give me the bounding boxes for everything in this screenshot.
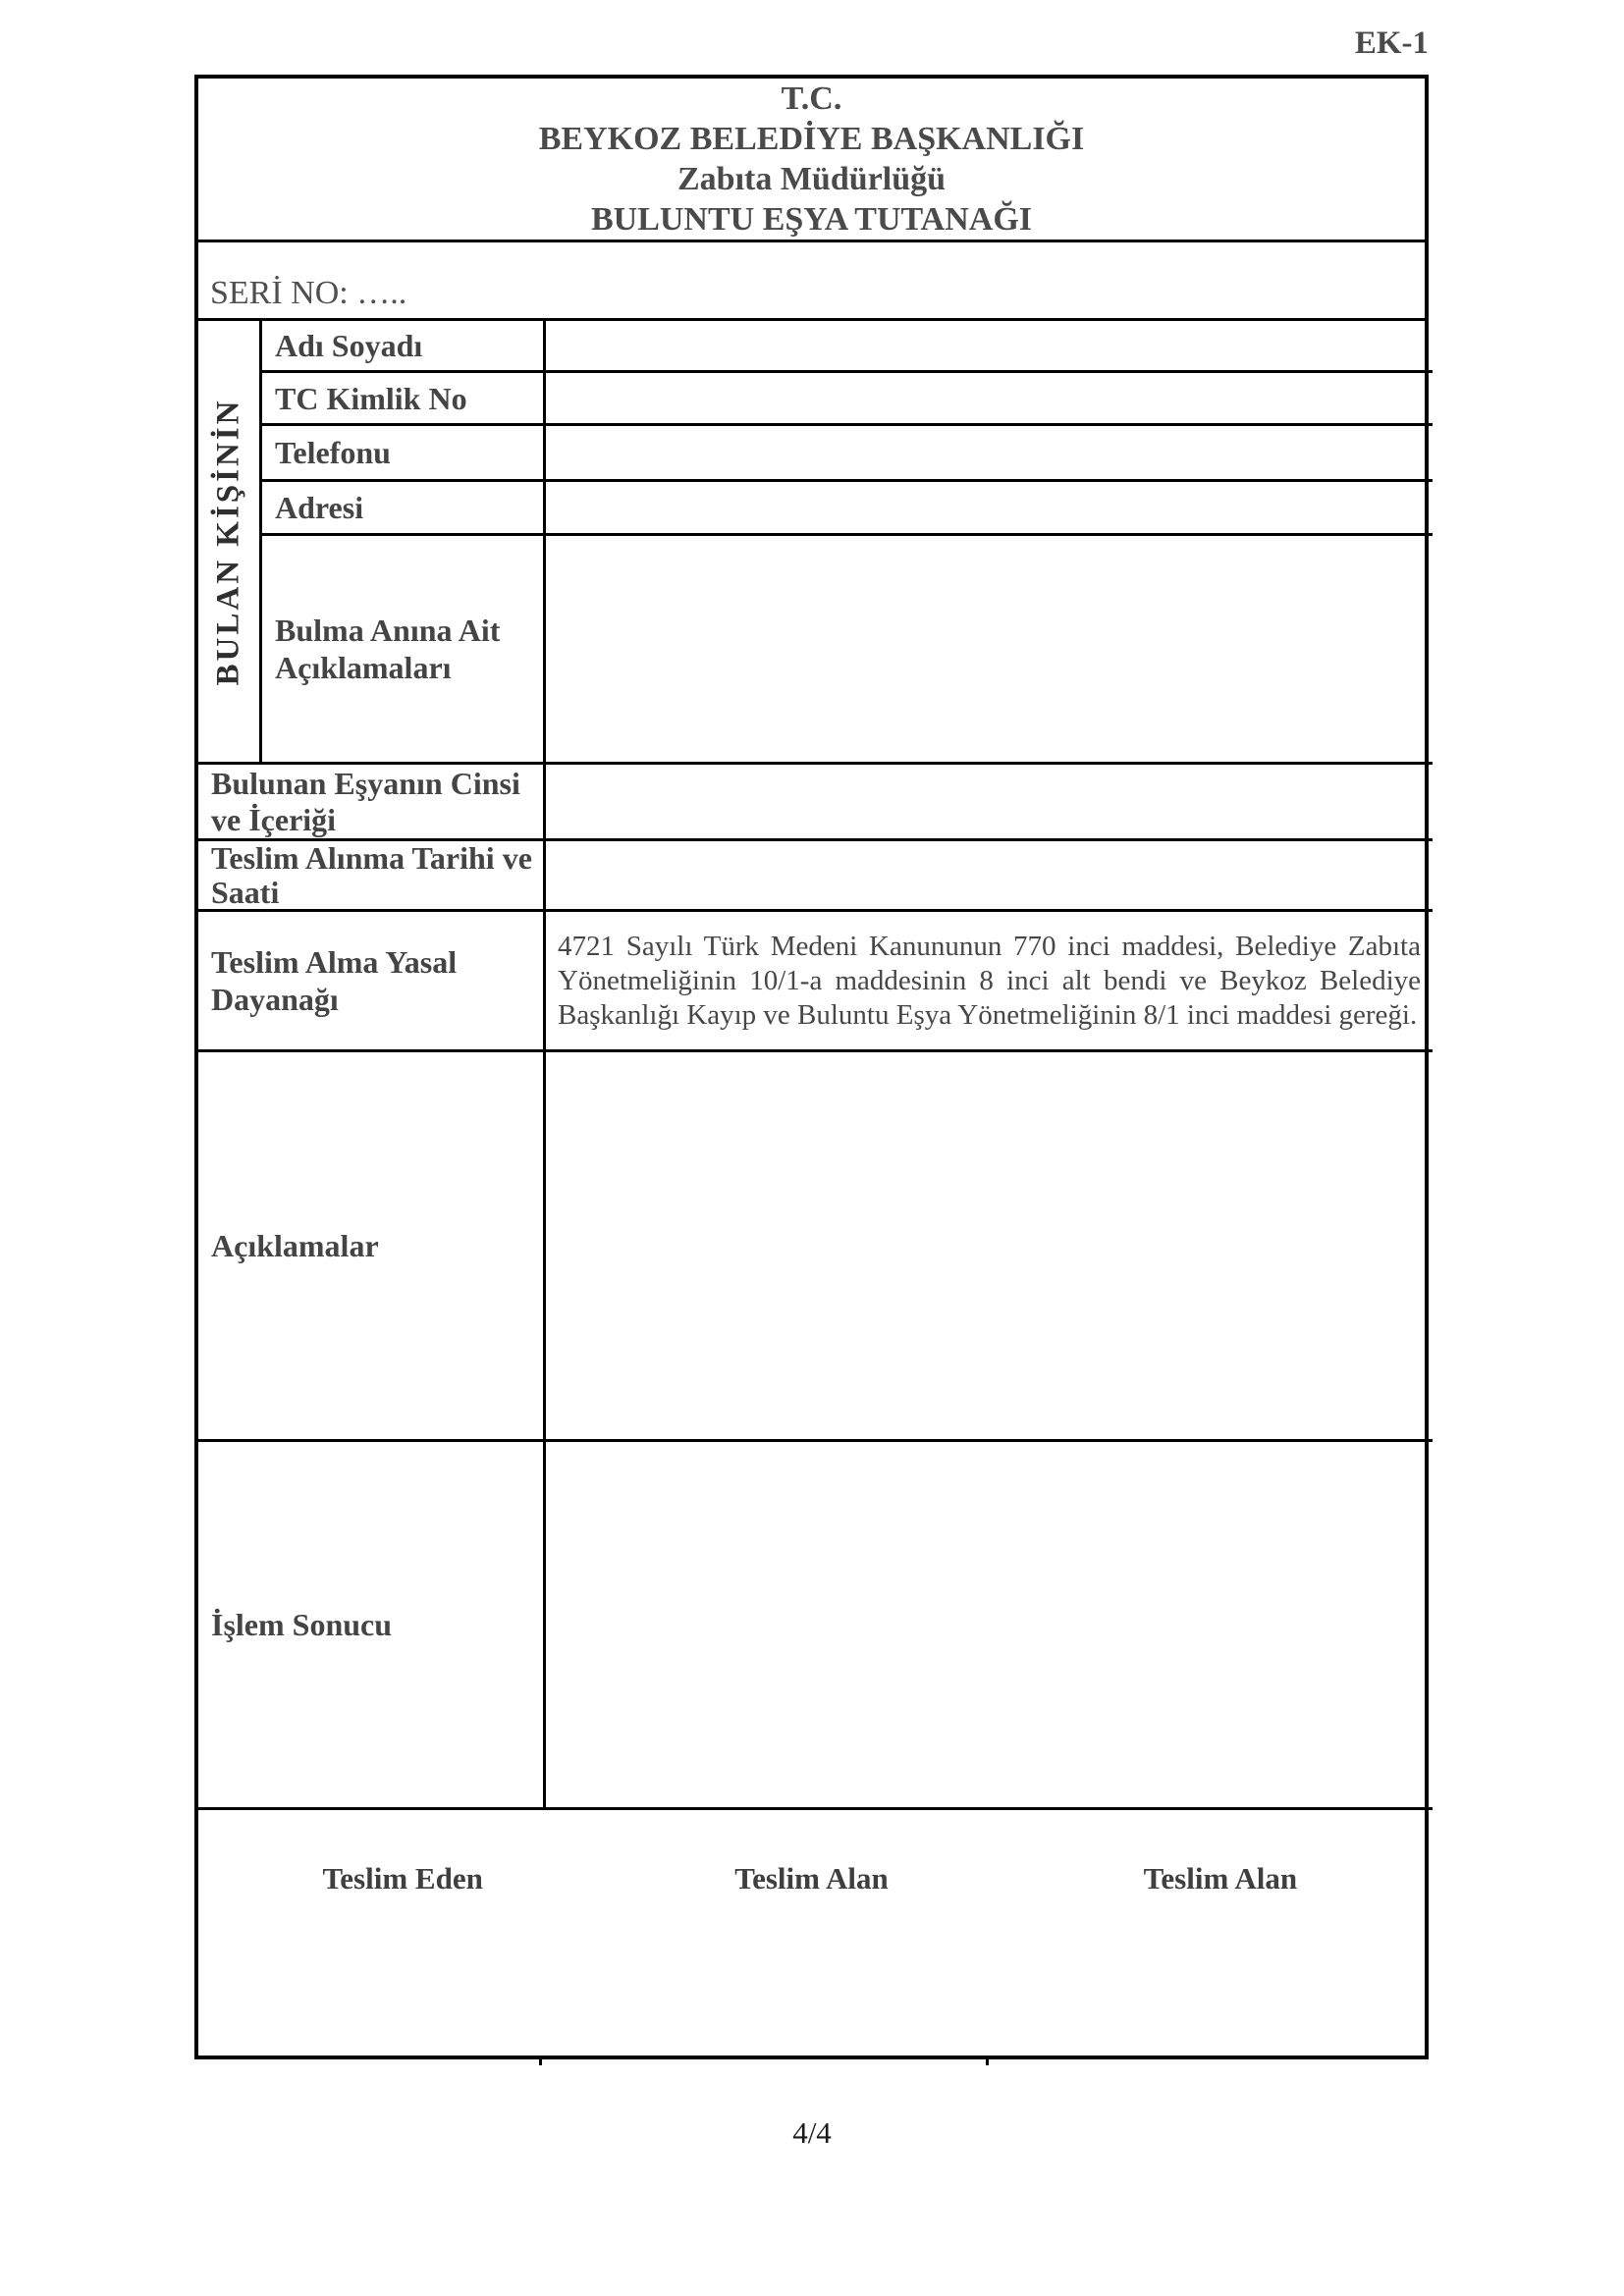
signature-receiver2-label: Teslim Alan <box>1143 1861 1298 1896</box>
form-header <box>198 79 1425 242</box>
receipt-datetime-value <box>546 841 1433 912</box>
receipt-datetime-label: Teslim Alınma Tarihi ve Saati <box>198 841 546 912</box>
explanations-value <box>546 1052 1433 1442</box>
serial-number-row <box>198 242 1425 321</box>
finder-idnumber-label: TC Kimlik No <box>262 373 546 426</box>
finder-group-label: BULAN KİŞİNİN <box>210 398 246 685</box>
finder-phone-value <box>546 426 1433 482</box>
header-line-republic: T.C. <box>781 80 842 117</box>
signature-row <box>198 1810 1425 2063</box>
finder-phone-label: Telefonu <box>262 426 546 482</box>
process-result-value <box>546 1442 1433 1810</box>
header-line-form-title: BULUNTU EŞYA TUTANAĞI <box>590 201 1033 238</box>
explanations-label: Açıklamalar <box>198 1052 546 1442</box>
process-result-label: İşlem Sonucu <box>198 1442 546 1810</box>
legal-basis-value <box>546 912 1433 1052</box>
signature-deliverer-label: Teslim Eden <box>322 1861 483 1896</box>
page-number: 4/4 <box>792 2115 832 2150</box>
finder-address-value <box>546 482 1433 536</box>
serial-number-label: SERİ NO: ….. <box>210 275 407 311</box>
finder-name-value <box>546 321 1433 373</box>
attachment-tag: EK-1 <box>1354 26 1429 61</box>
signature-receiver1-label: Teslim Alan <box>734 1861 889 1896</box>
finder-address-label: Adresi <box>262 482 546 536</box>
scan-tick-mark <box>986 2056 989 2065</box>
legal-basis-label: Teslim Alma Yasal Dayanağı <box>198 912 546 1052</box>
finder-name-label: Adı Soyadı <box>262 321 546 373</box>
item-type-value <box>546 765 1433 841</box>
scan-tick-mark <box>539 2056 542 2065</box>
finder-group-cell <box>198 321 262 765</box>
finder-remarks-value <box>546 536 1433 765</box>
found-property-form-table <box>194 75 1429 2059</box>
legal-basis-text: 4721 Sayılı Türk Medeni Kanununun 770 inci maddesi, Belediye Zabıta Yönetmeliğinin 10/1-a maddesinin 8 inci alt bendi ve Beykoz Belediye Başkanlığı Kayıp ve Buluntu Eşya Yönetmeliğinin 8/1 inci maddesi gereği. <box>558 930 1421 1031</box>
header-line-municipality: BEYKOZ BELEDİYE BAŞKANLIĞI <box>538 121 1085 157</box>
finder-idnumber-value <box>546 373 1433 426</box>
header-line-directorate: Zabıta Müdürlüğü <box>677 161 947 197</box>
finder-remarks-label: Bulma Anına Ait Açıklamaları <box>262 536 546 765</box>
item-type-label: Bulunan Eşyanın Cinsi ve İçeriği <box>198 765 546 841</box>
